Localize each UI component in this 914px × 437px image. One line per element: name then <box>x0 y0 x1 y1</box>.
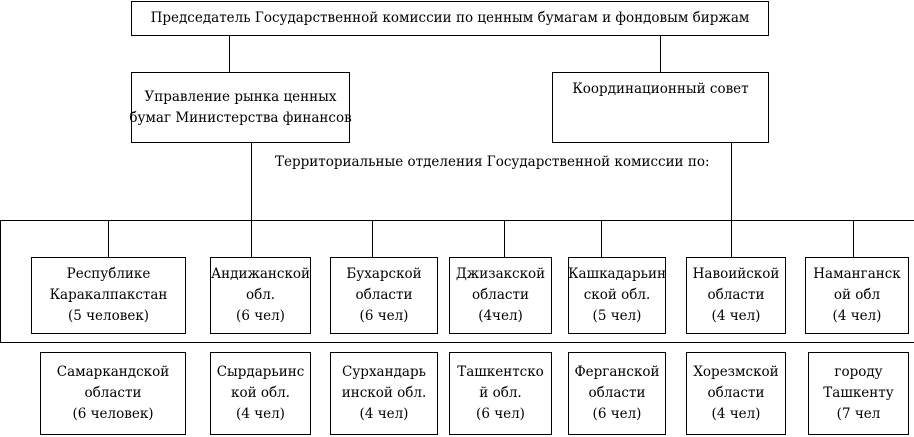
node-line: городу <box>834 364 883 380</box>
node-line: кой обл. <box>231 385 290 401</box>
node-line: области <box>707 287 765 303</box>
node-kashkadarya <box>568 257 666 334</box>
node-line: (4 чел) <box>711 406 761 422</box>
node-line: области <box>84 385 142 401</box>
node-khorezm <box>686 352 786 435</box>
node-namangan <box>805 257 909 334</box>
node-line: Навоийской <box>692 266 780 282</box>
node-line: (6 чел) <box>476 406 525 422</box>
node-ministry-finance <box>131 72 350 143</box>
node-line: Бухарской <box>346 266 422 282</box>
node-chairman <box>131 1 769 36</box>
node-line: Хорезмской <box>693 364 779 380</box>
node-line: Ферганской <box>574 364 660 380</box>
node-jizzakh <box>449 257 552 334</box>
node-coordination-council <box>552 72 769 143</box>
node-line: области <box>588 385 646 401</box>
node-line: (6 чел) <box>359 308 409 324</box>
node-line: (6 чел) <box>592 406 642 422</box>
node-karakalpakstan <box>31 257 186 334</box>
node-line: области <box>707 385 765 401</box>
node-line: (5 человек) <box>67 308 150 324</box>
node-ministry-finance-line-2: бумаг Министерства финансов <box>129 109 352 126</box>
node-line: ской обл. <box>583 287 651 303</box>
node-line: (4чел) <box>478 308 523 324</box>
node-tashkent-city <box>808 352 909 435</box>
node-chairman-line-1: Председатель Государственной комиссии по ценным бумагам и фондовым биржам <box>150 10 750 26</box>
node-line: инской обл. <box>341 385 427 401</box>
node-line: Джизакской <box>455 266 546 282</box>
node-line: (4 чел) <box>832 308 882 324</box>
node-line: обл. <box>245 287 276 303</box>
node-line: (5 чел) <box>592 308 642 324</box>
node-line: Ташкентско <box>457 364 544 380</box>
node-line: Кашкадарьин <box>568 266 666 282</box>
node-andijan <box>210 257 311 334</box>
node-line: Сурхандарь <box>342 364 426 380</box>
node-line: (4 чел) <box>359 406 409 422</box>
node-line: (6 чел) <box>236 308 285 324</box>
node-line: Ташкенту <box>823 385 894 401</box>
node-line: области <box>355 287 413 303</box>
territorial-caption: Территориальные отделения Государственной комиссии по: <box>275 154 710 170</box>
node-line: Андижанской <box>210 266 311 282</box>
node-line: ой обл <box>833 287 881 303</box>
node-line: Наманганск <box>813 266 901 282</box>
node-line: Каракалпакстан <box>49 287 168 303</box>
node-coordination-council-line-1: Координационный совет <box>572 81 749 97</box>
node-line: Сырдарьинс <box>216 364 305 380</box>
node-line: Самаркандской <box>56 364 170 380</box>
node-bukhara <box>330 257 438 334</box>
node-fergana <box>568 352 666 435</box>
node-line: й обл. <box>479 385 522 401</box>
node-navoi <box>686 257 786 334</box>
node-syrdarya <box>210 352 311 435</box>
node-line: (4 чел) <box>711 308 761 324</box>
node-line: Республике <box>66 266 151 282</box>
node-line: (6 человек) <box>72 406 154 422</box>
node-line: (4 чел) <box>236 406 285 422</box>
node-tashkent-region <box>449 352 552 435</box>
node-line: области <box>472 287 529 303</box>
node-samarkand <box>40 352 186 435</box>
node-surkhandarya <box>330 352 438 435</box>
node-line: (7 чел <box>836 406 881 422</box>
node-ministry-finance-line-1: Управление рынка ценных <box>144 88 337 105</box>
